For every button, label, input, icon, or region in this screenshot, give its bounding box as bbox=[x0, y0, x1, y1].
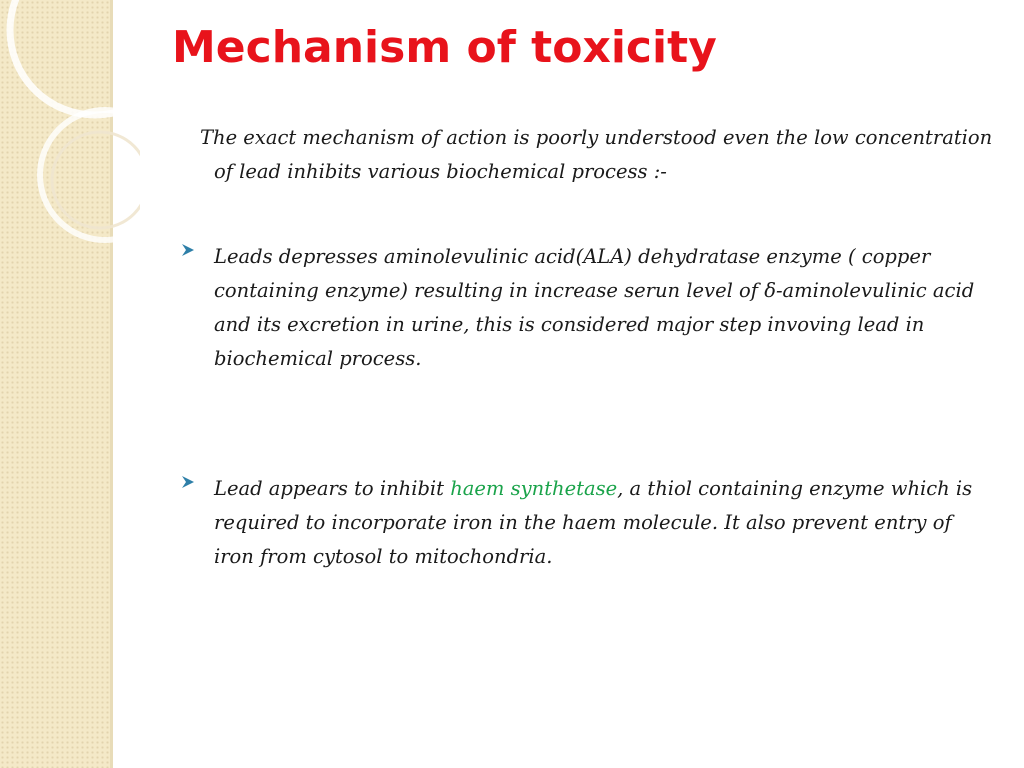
bullet-2-text-before: Lead appears to inhibit bbox=[214, 477, 451, 500]
bullet-text-2 bbox=[214, 472, 990, 574]
bullet-item-1 bbox=[180, 240, 990, 376]
arrowhead-bullet-icon bbox=[180, 474, 196, 490]
bullet-text-1: Leads depresses aminolevulinic acid(ALA) dehydratase enzyme ( copper containing enzyme) resulting in increase serun level of δ-aminolevulinic acid and its excretion in urine, this is considered major step invoving lead in biochemical process. bbox=[214, 245, 975, 370]
intro-line-1: The exact mechanism of action is poorly understood even the low concentration bbox=[200, 126, 993, 149]
decorative-rings-icon bbox=[0, 0, 140, 260]
slide-title: Mechanism of toxicity bbox=[172, 22, 717, 73]
intro-line-2: of lead inhibits various biochemical process :- bbox=[214, 160, 667, 183]
arrowhead-bullet-icon bbox=[180, 242, 196, 258]
bullet-item-2 bbox=[180, 472, 990, 574]
intro-paragraph bbox=[200, 121, 1000, 189]
bullet-2-text-after: , a thiol containing enzyme which is required to incorporate iron in the haem molecule. It also prevent entry of iron from cytosol to mitochondria. bbox=[214, 477, 973, 568]
highlight-haem-synthetase: haem synthetase bbox=[450, 477, 618, 500]
